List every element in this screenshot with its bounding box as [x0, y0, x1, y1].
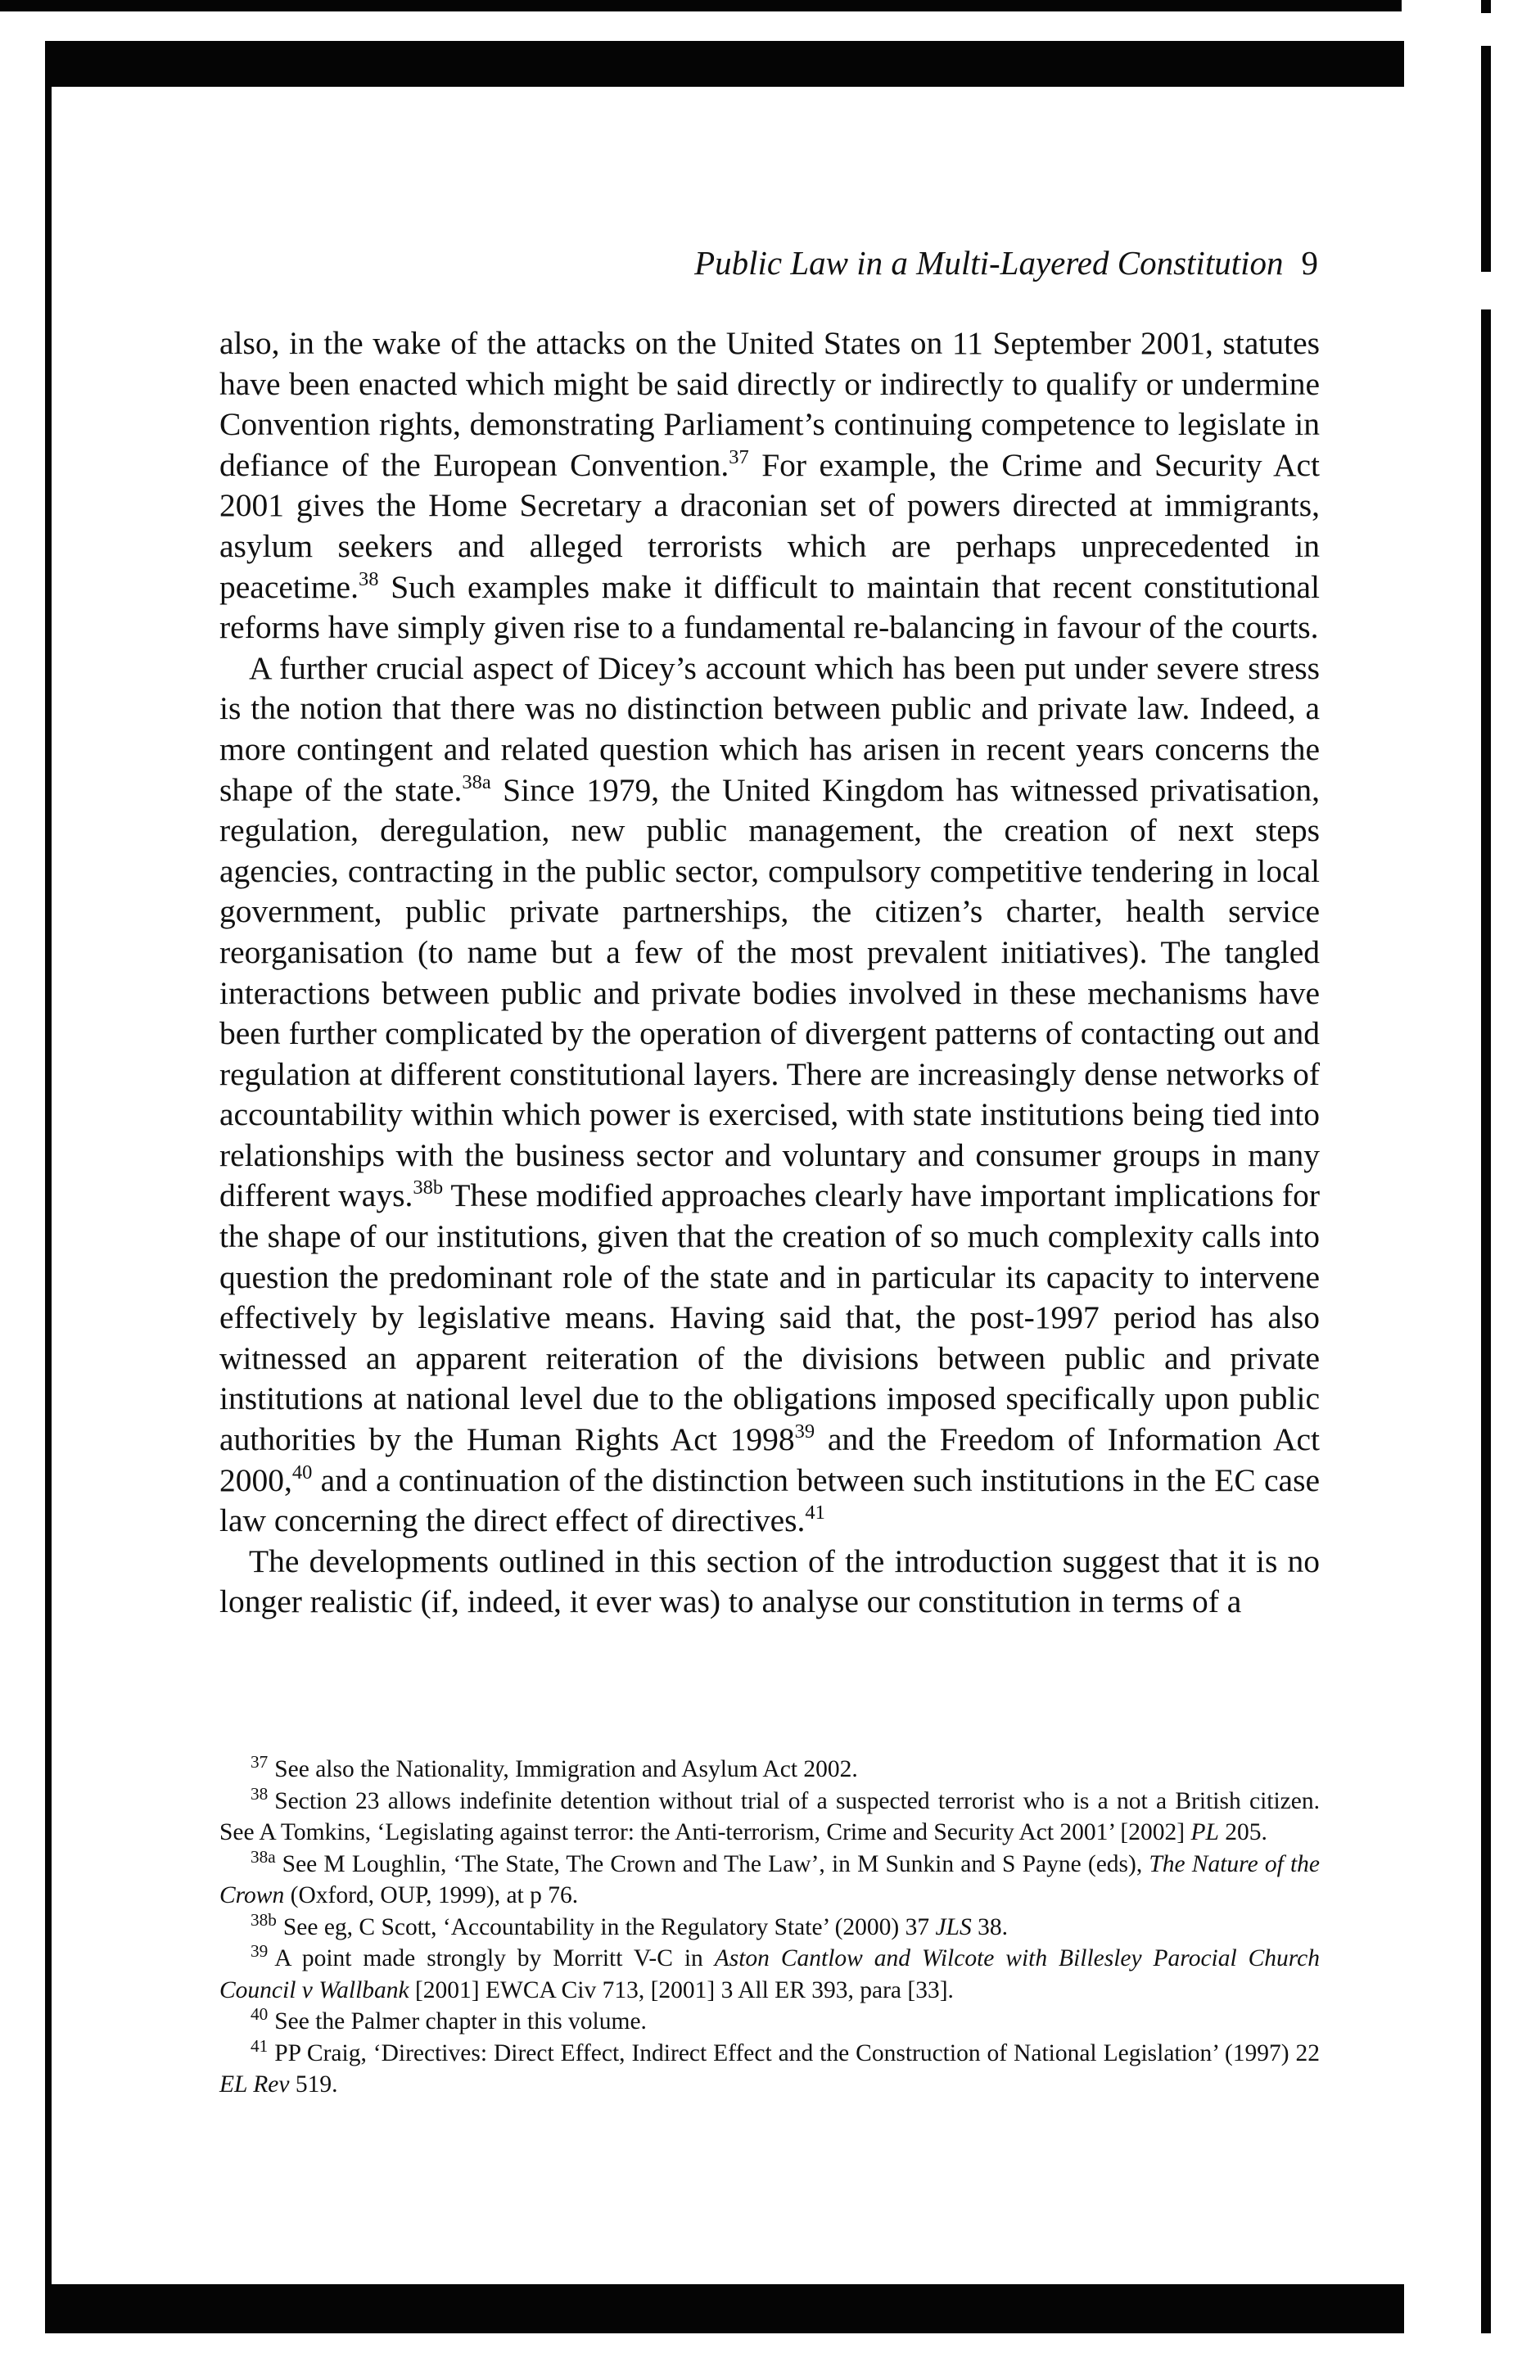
paragraph-1-text-c: Such examples make it difficult to maintain that recent constitutional reforms have simply given rise to a fundamental re-balancing in favour of the courts. [219, 568, 1320, 646]
footnote-ref-38[interactable]: 38 [358, 567, 379, 590]
footnote-cite: 519. [289, 2071, 338, 2098]
footnote-text: A point made strongly by Morritt V-C in [274, 1945, 715, 1971]
footnote-text: See also the Nationality, Immigration and Asylum Act 2002. [274, 1756, 858, 1782]
scan-border-top-thin [0, 0, 1402, 11]
footnote-ref-41[interactable]: 41 [805, 1502, 825, 1524]
footnote-ref-38b[interactable]: 38b [413, 1176, 444, 1199]
footnote-41 [219, 2035, 1320, 2101]
paragraph-3: The developments outlined in this section of the introduction suggest that it is no longer realistic (if, indeed, it ever was) to analyse our constitution in terms of a [219, 1542, 1320, 1620]
footnote-38a [219, 1846, 1320, 1912]
footnote-ref-38a[interactable]: 38a [462, 770, 491, 793]
footnote-cite: [2001] EWCA Civ 713, [2001] 3 All ER 393, para [33]. [409, 1976, 954, 2003]
scan-border-right-upper [1481, 46, 1491, 272]
scan-border-left [45, 41, 52, 2333]
footnote-40 [219, 2006, 1320, 2038]
footnote-mark: 38 [251, 1783, 269, 1804]
running-head [221, 242, 1318, 283]
scan-border-right-top [1481, 0, 1491, 13]
paragraph-2-text-e: and a continuation of the distinction between such institutions in the EC case law concerning the direct effect of directives. [219, 1461, 1320, 1539]
footnote-text: PP Craig, ‘Directives: Direct Effect, Indirect Effect and the Construction of National Legislation’ (1997) 22 [274, 2039, 1320, 2066]
footnote-text: Section 23 allows indefinite detention without trial of a suspected terrorist who is a not a British citizen. See A Tomkins, ‘Legislating against terror: the Anti-terrorism, Crime and Security Act 2001’ [2002] [219, 1787, 1320, 1845]
footnote-ref-37[interactable]: 37 [729, 445, 749, 468]
footnote-38b [219, 1909, 1320, 1944]
journal-abbrev: EL Rev [219, 2071, 290, 2098]
footnote-cite: 205. [1218, 1819, 1267, 1845]
book-title: The Nature of the Crown [219, 1850, 1320, 1908]
footnote-text: See eg, C Scott, ‘Accountability in the Regulatory State’ (2000) 37 [282, 1913, 936, 1940]
paragraph-1-text-b: For example, the Crime and Security Act 2001 gives the Home Secretary a draconian set of powers directed at immigrants, asylum seekers and alleged terrorists which are perhaps unprecedented in peacetime. [219, 446, 1320, 605]
footnote-mark: 38b [251, 1909, 277, 1930]
scan-border-top [45, 41, 1404, 87]
footnote-39 [219, 1943, 1320, 2006]
footnotes [219, 1754, 1320, 2101]
paragraph-2-text-a: A further crucial aspect of Dicey’s account which has been put under severe stress is the notion that there was no distinction between public and private law. Indeed, a more contingent and related question which has arisen in recent years concerns the shape of the state. [219, 649, 1320, 808]
footnote-text: See the Palmer chapter in this volume. [274, 2008, 647, 2035]
footnote-ref-40[interactable]: 40 [291, 1461, 313, 1484]
paragraph-2-text-d: and the Freedom of Information Act 2000, [219, 1421, 1320, 1498]
paragraph-2-text-b: Since 1979, the United Kingdom has witnessed privatisation, regulation, deregulation, new public management, the creation of next steps agencies, contracting in the public sector, compulsory competitive tendering in local government, public private partnerships, the citizen’s charter, health service reorganisation (to name but a few of the most prevalent initiatives). The tangled interactions between public and private bodies involved in these mechanisms have been further complicated by the operation of divergent patterns of contacting out and regulation at different constitutional layers. There are increasingly dense networks of accountability within which power is exercised, with state institutions being tied into relationships with the business sector and voluntary and consumer groups in many different ways. [219, 771, 1321, 1214]
footnote-mark: 40 [251, 2004, 269, 2025]
paragraph-1-text-a: also, in the wake of the attacks on the United States on 11 September 2001, statutes have been enacted which might be said directly or indirectly to qualify or undermine Convention rights, demonstrating Parliament’s continuing competence to legislate in defiance of the European Convention. [219, 325, 1320, 483]
footnote-38 [219, 1783, 1320, 1849]
footnote-mark: 38a [251, 1846, 276, 1867]
journal-abbrev: JLS [935, 1913, 972, 1940]
journal-abbrev: PL [1190, 1819, 1219, 1845]
scan-border-bottom [45, 2284, 1404, 2333]
footnote-ref-39[interactable]: 39 [794, 1420, 815, 1443]
footnote-cite: (Oxford, OUP, 1999), at p 76. [284, 1882, 579, 1908]
footnote-cite: 38. [971, 1913, 1008, 1940]
footnote-37 [219, 1754, 1320, 1786]
footnote-mark: 39 [251, 1941, 269, 1962]
paragraph-1 [219, 323, 1320, 648]
running-title: Public Law in a Multi-Layered Constitution [694, 244, 1284, 282]
paragraph-2-text-c: These modified approaches clearly have important implications for the shape of our institutions, given that the creation of so much complexity calls into question the predominant role of the state and in particular its capacity to intervene effectively by legislative means. Having said that, the post-1997 period has also witnessed an apparent reiteration of the divisions between public and private institutions at national level due to the obligations imposed specifically upon public authorities by the Human Rights Act 1998 [219, 1177, 1320, 1458]
footnote-mark: 41 [251, 2035, 269, 2056]
body-text [219, 323, 1320, 1623]
case-name: Aston Cantlow and Wilcote with Billesley Parocial Church Council v Wallbank [219, 1945, 1320, 2003]
footnote-text: See M Loughlin, ‘The State, The Crown and The Law’, in M Sunkin and S Payne (eds), [282, 1850, 1149, 1877]
scan-border-right-lower [1481, 309, 1491, 2333]
page-number: 9 [1301, 244, 1318, 282]
footnote-mark: 37 [251, 1752, 269, 1773]
paragraph-2 [219, 648, 1320, 1542]
